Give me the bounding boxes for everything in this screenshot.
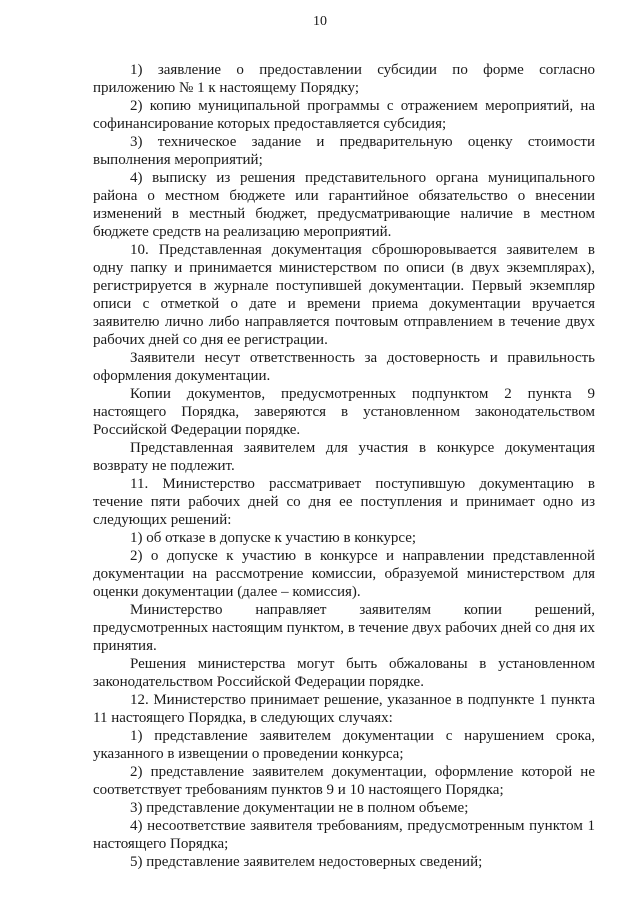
document-body xyxy=(93,61,595,871)
paragraph-9-4: 4) выписку из решения представительного органа муниципального района о местном бюджете или гарантийное обязательство о внесении изменений в местный бюджет, предусматривающие наличие в местном бюджете средств на реализацию мероприятий. xyxy=(93,170,595,240)
paragraph-12-5: 5) представление заявителем недостоверных сведений; xyxy=(130,854,483,870)
paragraph-11-notify: Министерство направляет заявителям копии решений, предусмотренных настоящим пунктом, в течение двух рабочих дней со дня их принятия. xyxy=(93,602,595,654)
paragraph-12-2: 2) представление заявителем документации, оформление которой не соответствует требованиям пунктов 9 и 10 настоящего Порядка; xyxy=(93,764,595,798)
paragraph-12-3: 3) представление документации не в полном объеме; xyxy=(130,800,469,816)
paragraph-12: 12. Министерство принимает решение, указанное в подпункте 1 пункта 11 настоящего Порядка, в следующих случаях: xyxy=(93,692,595,726)
paragraph-11-2: 2) о допуске к участию в конкурсе и направлении представленной документации на рассмотрение комиссии, образуемой министерством для оценки документации (далее – комиссия). xyxy=(93,548,595,600)
page-number: 10 xyxy=(313,14,327,29)
paragraph-9-1: 1) заявление о предоставлении субсидии по форме согласно приложению № 1 к настоящему Порядку; xyxy=(93,62,595,96)
paragraph-11: 11. Министерство рассматривает поступившую документацию в течение пяти рабочих дней со дня ее поступления и принимает одно из следующих решений: xyxy=(93,476,595,528)
paragraph-10-copies: Копии документов, предусмотренных подпунктом 2 пункта 9 настоящего Порядка, заверяются в установленном законодательством Российской Федерации порядке. xyxy=(93,386,595,438)
paragraph-10-no-return: Представленная заявителем для участия в конкурсе документация возврату не подлежит. xyxy=(93,440,595,474)
paragraph-9-3: 3) техническое задание и предварительную оценку стоимости выполнения мероприятий; xyxy=(93,134,595,168)
paragraph-12-1: 1) представление заявителем документации с нарушением срока, указанного в извещении о проведении конкурса; xyxy=(93,728,595,762)
paragraph-11-appeal: Решения министерства могут быть обжалованы в установленном законодательством Российской Федерации порядке. xyxy=(93,656,595,690)
paragraph-10: 10. Представленная документация сброшюровывается заявителем в одну папку и принимается министерством по описи (в двух экземплярах), регистрируется в журнале поступившей документации. Первый экземпляр описи с отметкой о дате и времени приема документации вручается заявителю лично либо направляется почтовым отправлением в течение двух рабочих дней со дня ее регистрации. xyxy=(93,242,595,348)
paragraph-11-1: 1) об отказе в допуске к участию в конкурсе; xyxy=(130,530,417,546)
paragraph-12-4: 4) несоответствие заявителя требованиям, предусмотренным пунктом 1 настоящего Порядка; xyxy=(93,818,595,852)
paragraph-9-2: 2) копию муниципальной программы с отражением мероприятий, на софинансирование которых предоставляется субсидия; xyxy=(93,98,595,132)
paragraph-10-responsibility: Заявители несут ответственность за достоверность и правильность оформления документации. xyxy=(93,350,595,384)
